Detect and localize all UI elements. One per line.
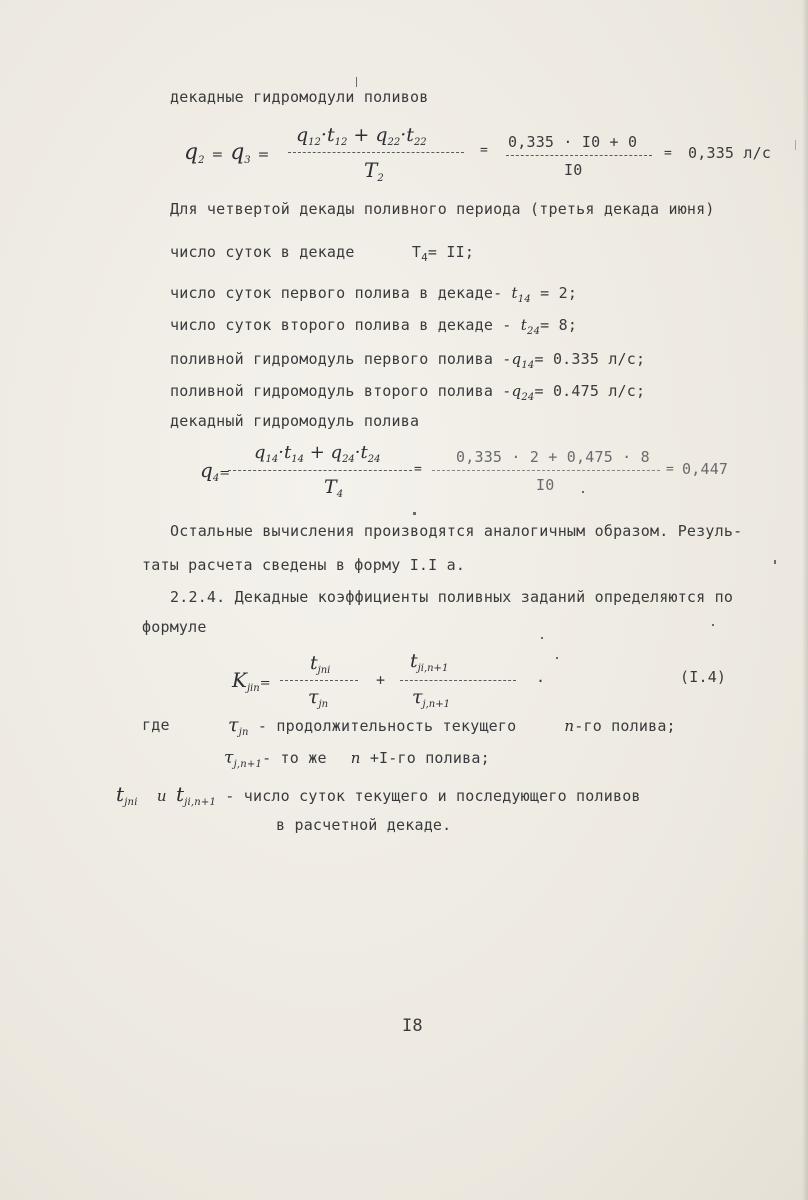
text-line: таты расчета сведены в форму I.I а.: [142, 556, 466, 574]
stray-mark: [774, 560, 776, 564]
eq1-result: 0,335 л/с: [688, 144, 772, 162]
page-number: I8: [402, 1016, 423, 1036]
eq1-equals: =: [480, 143, 489, 158]
stray-mark: [712, 624, 714, 626]
text-line-first: число суток первого полива в декаде- $t_{14} = 2$;: [170, 284, 578, 305]
page-edge-shadow: [802, 0, 808, 1200]
eq2-equals: =: [414, 462, 423, 477]
text-line-days: число суток в декаде $T_4=$ II;: [170, 243, 475, 264]
where-row-1: $\tau_{jn}$ - продолжительность текущего n-го полива;: [228, 714, 676, 738]
eq2-denominator: $T_4$: [324, 476, 344, 500]
eq3-fraction-bar-1: [280, 680, 358, 681]
q24-symbol: $q_{24}$: [511, 382, 535, 403]
eq2-lhs: $q_4=$: [200, 458, 231, 484]
eq3-denominator-2: $\tau_{j,n+1}$: [412, 686, 450, 710]
eq3-fraction-bar-2: [400, 680, 516, 681]
eq1-denominator: $T_2$: [364, 158, 384, 184]
stray-mark: [413, 512, 416, 515]
q14-symbol: $q_{14}$: [511, 350, 535, 371]
tau-jn1-symbol: $\tau_{j,n+1}$: [224, 748, 263, 770]
eq1-numeric-bar: [506, 155, 652, 156]
eq1-numeric-numerator: 0,335 · I0 + 0: [508, 133, 638, 151]
text-line: формуле: [142, 618, 207, 636]
eq3-lhs: $K_{jin}=$: [232, 668, 271, 694]
stray-mark: [582, 491, 584, 493]
where-row-2: $\tau_{j,n+1}-$ то же n +I-го полива;: [224, 748, 490, 770]
eq3-numerator-2: $t_{ji,n+1}$: [410, 650, 449, 674]
text-line-hm1: поливной гидромодуль первого полива $-q_{14}= 0.335$ л/с;: [170, 350, 646, 371]
stray-mark: [541, 637, 543, 639]
text-line-hm2: поливной гидромодуль второго полива $-q_{24}= 0.475$ л/с;: [170, 382, 646, 403]
eq2-numeric-numerator: 0,335 · 2 + 0,475 · 8: [456, 448, 650, 466]
eq2-fraction-bar: [228, 470, 412, 471]
equation-number: (I.4): [680, 668, 727, 686]
eq2-numeric-bar: [432, 470, 660, 471]
t-jni-symbol: $t_{jni}$: [116, 782, 138, 808]
where-label: где: [142, 716, 170, 734]
eq1-fraction-bar: [288, 152, 464, 153]
where-row-3: $t_{jni}$ и $t_{ji,n+1}$ - число суток текущего и последующего поливов: [116, 782, 641, 808]
eq1-equals: =: [664, 146, 673, 161]
eq3-dot: .: [536, 668, 546, 686]
t24-symbol: $t_{24}$: [520, 316, 541, 337]
eq3-numerator-1: $t_{jni}$: [310, 652, 331, 676]
text-line: Для четвертой декады поливного периода (третья декада июня): [170, 200, 715, 218]
text-line: декадный гидромодуль полива: [170, 412, 420, 430]
tau-jn-symbol: $\tau_{jn}$: [228, 714, 249, 738]
t14-symbol: $t_{14}$: [511, 284, 531, 305]
where-row-3-cont: в расчетной декаде.: [276, 816, 452, 834]
text-line: декадные гидромодули поливов: [170, 88, 429, 106]
eq2-equals: =: [666, 462, 675, 477]
stray-mark: [556, 657, 558, 659]
eq1-numeric-denominator: I0: [564, 161, 583, 179]
eq2-result: 0,447: [682, 460, 729, 478]
stray-mark: [795, 140, 796, 150]
stray-mark: [356, 77, 357, 87]
eq3-denominator-1: $\tau_{jn}$: [308, 686, 329, 710]
text-line: 2.2.4. Декадные коэффициенты поливных заданий определяются по: [170, 588, 734, 606]
text-line-second: число суток второго полива в декаде - $t_{24}= 8$;: [170, 316, 578, 337]
eq2-numeric-denominator: I0: [536, 476, 555, 494]
eq2-numerator: $q_{14}\cdot t_{14} + q_{24}\cdot t_{24}$: [254, 442, 381, 465]
text-line: Остальные вычисления производятся аналогичным образом. Резуль-: [170, 522, 743, 540]
eq1-numerator: $q_{12}\cdot t_{12} + q_{22}\cdot t_{22}$: [296, 124, 427, 148]
eq3-plus: +: [376, 671, 386, 689]
t-jin1-symbol: $t_{ji,n+1}$: [175, 782, 217, 808]
eq1-lhs: $q_2 = q_3$ =: [184, 140, 270, 166]
